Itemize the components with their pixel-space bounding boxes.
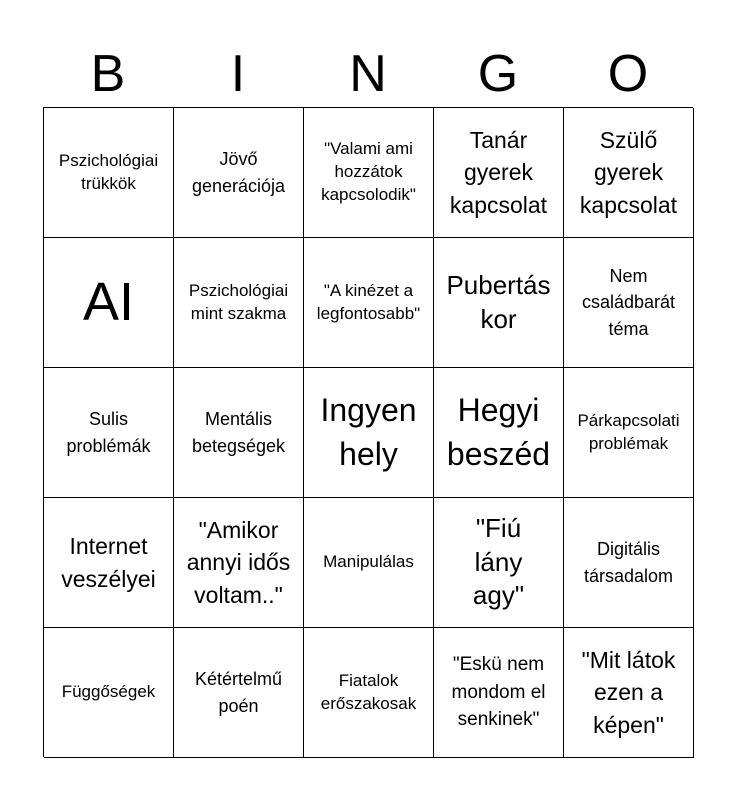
cell-text: Hegyi beszéd	[446, 392, 551, 472]
cell-text: Pszichológiai trükkök	[58, 150, 159, 193]
bingo-cell[interactable]	[44, 238, 174, 368]
bingo-header	[43, 40, 693, 108]
bingo-cell[interactable]	[434, 498, 564, 628]
header-letter-b: B	[90, 45, 126, 103]
cell-text: Ingyen hely	[320, 392, 417, 472]
cell-text: "Fiú lány agy"	[472, 512, 525, 611]
cell-text: Párkapcsolati problémak	[577, 410, 680, 453]
bingo-cell[interactable]	[174, 368, 304, 498]
cell-text: "Mit látok ezen a képen"	[581, 647, 676, 738]
cell-text: AI	[82, 271, 135, 332]
bingo-cell[interactable]	[564, 368, 694, 498]
bingo-cell[interactable]	[304, 108, 434, 238]
cell-text: "Valami ami hozzátok kapcsolodik"	[321, 139, 416, 204]
cell-text: Függőségek	[61, 682, 156, 702]
bingo-cell[interactable]	[564, 498, 694, 628]
cell-text: Pubertás kor	[446, 269, 551, 334]
header-letter-g: G	[477, 45, 519, 103]
bingo-cell[interactable]	[564, 108, 694, 238]
header-letter-o: O	[607, 45, 649, 103]
cell-text: Sulis problémák	[66, 409, 151, 456]
cell-text: Kétértelmű poén	[194, 669, 283, 716]
bingo-cell[interactable]	[44, 498, 174, 628]
bingo-cell[interactable]	[434, 238, 564, 368]
bingo-cell[interactable]	[304, 628, 434, 758]
cell-text: "A kinézet a legfontosabb"	[316, 280, 421, 323]
bingo-cell[interactable]	[174, 238, 304, 368]
bingo-cell[interactable]	[434, 108, 564, 238]
cell-text: "Eskü nem mondom el senkinek"	[451, 654, 546, 731]
header-letter-n: N	[349, 45, 387, 103]
bingo-cell[interactable]	[174, 108, 304, 238]
bingo-cell[interactable]	[304, 368, 434, 498]
bingo-cell[interactable]	[44, 108, 174, 238]
bingo-cell[interactable]	[434, 628, 564, 758]
cell-text: Digitális társadalom	[583, 539, 674, 586]
cell-text: "Amikor annyi idős voltam.."	[186, 517, 291, 608]
cell-text: Szülő gyerek kapcsolat	[579, 127, 678, 218]
cell-text: Jövő generációja	[191, 149, 286, 196]
cell-text: Manipulálas	[323, 552, 414, 572]
cell-text: Mentális betegségek	[191, 409, 286, 456]
bingo-cell[interactable]	[174, 498, 304, 628]
bingo-grid	[43, 107, 693, 757]
header-letter-i: I	[230, 45, 246, 103]
bingo-cell[interactable]	[304, 498, 434, 628]
cell-text: Pszichológiai mint szakma	[188, 280, 289, 323]
bingo-cell[interactable]	[44, 628, 174, 758]
bingo-cell[interactable]	[564, 238, 694, 368]
cell-text: Internet veszélyei	[61, 533, 156, 592]
cell-text: Tanár gyerek kapcsolat	[449, 127, 548, 218]
cell-text: Nem családbarát téma	[581, 266, 676, 339]
bingo-cell[interactable]	[174, 628, 304, 758]
bingo-cell[interactable]	[564, 628, 694, 758]
bingo-cell[interactable]	[44, 368, 174, 498]
bingo-cell[interactable]	[434, 368, 564, 498]
bingo-cell[interactable]	[304, 238, 434, 368]
cell-text: Fiatalok erőszakosak	[320, 670, 417, 713]
